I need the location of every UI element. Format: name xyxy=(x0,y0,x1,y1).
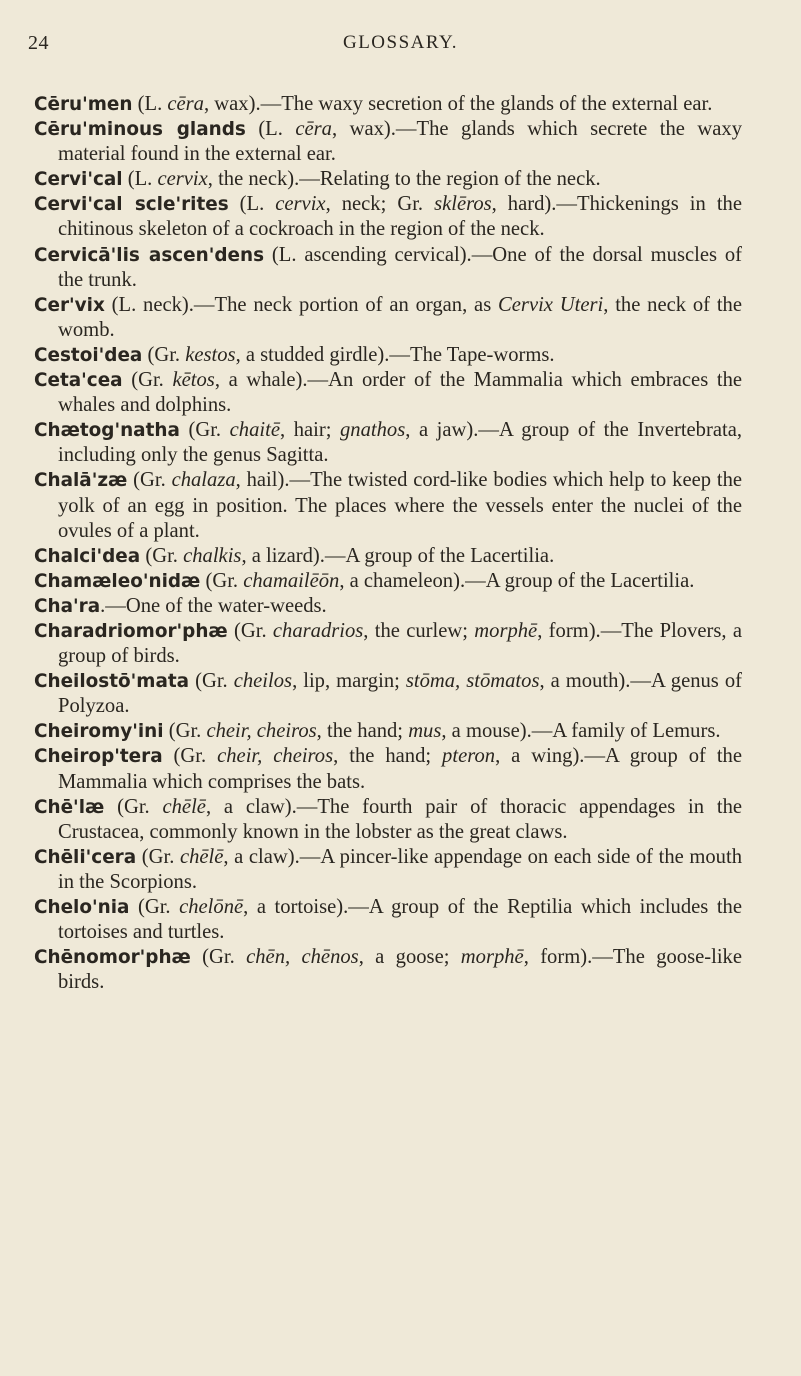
glossary-entry xyxy=(34,744,742,794)
entry-etymology: pteron xyxy=(442,745,496,768)
entry-definition: , a mouth).—A genus of Polyzoa. xyxy=(58,670,742,718)
glossary-entry xyxy=(34,845,742,895)
glossary-entry xyxy=(34,795,742,845)
entry-term: Chēnomor'phæ xyxy=(34,947,191,969)
entry-text: (Gr. xyxy=(179,419,230,442)
running-head: GLOSSARY. xyxy=(342,32,459,53)
entry-definition: , a mouse).—A family of Lemurs. xyxy=(441,720,721,743)
entry-text: (Gr. xyxy=(127,469,172,492)
entry-term: Cheirop'tera xyxy=(34,746,163,768)
entry-definition: , a studded girdle).—The Tape-worms. xyxy=(235,343,555,366)
entry-etymology: chaitē xyxy=(229,419,280,442)
entry-term: Cer'vix xyxy=(34,294,105,316)
entry-text: (Gr. xyxy=(136,845,180,868)
entry-definition: , a lizard).—A group of the Lacertilia. xyxy=(241,544,555,567)
entry-text: (Gr. xyxy=(190,946,247,969)
entry-text: , the hand; xyxy=(316,720,409,743)
entry-etymology: cheir, cheiros xyxy=(206,720,317,743)
entry-etymology: stōma, stōmatos xyxy=(405,670,540,693)
glossary-entry xyxy=(34,594,742,619)
entry-etymology: morphē xyxy=(474,619,538,642)
glossary-entry xyxy=(34,669,742,719)
entry-etymology: cervix xyxy=(275,193,326,216)
entry-term: Chalci'dea xyxy=(34,545,141,567)
entry-etymology: morphē xyxy=(460,946,524,969)
entry-term: Cervicā'lis ascen'dens xyxy=(34,244,265,266)
entry-text: (Gr. xyxy=(163,720,207,743)
entry-text: (Gr. xyxy=(189,670,234,693)
glossary-entry xyxy=(34,895,742,945)
entry-definition: , the neck).—Relating to the region of the neck. xyxy=(207,168,601,191)
entry-text: , a goose; xyxy=(358,946,461,969)
glossary-entry xyxy=(34,343,742,368)
entry-text: (L. xyxy=(132,93,168,115)
entry-text: , neck; Gr. xyxy=(325,193,435,216)
entry-text: (L. xyxy=(245,118,296,141)
entry-term: Chalā'zæ xyxy=(34,470,128,492)
entry-term: Cervi'cal xyxy=(34,169,123,191)
entry-etymology: chēn, chēnos xyxy=(246,946,359,969)
glossary-entries xyxy=(34,92,742,995)
entry-etymology: chalkis xyxy=(183,544,242,567)
entry-term: Chelo'nia xyxy=(34,897,130,918)
glossary-entry xyxy=(34,418,742,468)
entry-term: Chēli'cera xyxy=(34,846,137,868)
glossary-entry xyxy=(34,569,742,594)
entry-etymology: Cervix Uteri xyxy=(498,293,604,316)
entry-term: Cēru'men xyxy=(34,94,133,115)
entry-term: Charadriomor'phæ xyxy=(34,620,228,642)
entry-etymology: chelōnē xyxy=(179,896,244,918)
entry-etymology: charadrios xyxy=(272,619,364,642)
entry-text: , lip, margin; xyxy=(292,670,406,693)
entry-etymology: chamailēōn xyxy=(243,569,340,592)
glossary-entry xyxy=(34,368,742,418)
entry-etymology: chēlē xyxy=(162,795,206,818)
page-header xyxy=(28,32,773,62)
entry-text: (Gr. xyxy=(140,544,184,567)
entry-etymology: cēra xyxy=(295,118,332,141)
entry-text: (Gr. xyxy=(129,896,180,918)
entry-etymology: cēra xyxy=(167,93,204,115)
entry-etymology: cheir, cheiros xyxy=(217,745,334,768)
entry-text: (Gr. xyxy=(142,343,186,366)
page-number: 24 xyxy=(28,32,49,54)
entry-definition: , hail).—The twisted cord-like bodies which help to keep the yolk of an egg in position. The places where the vessels enter the nuclei of the ovules of a plant. xyxy=(58,469,743,542)
glossary-entry xyxy=(34,544,742,569)
entry-definition: , form).—The goose-like birds. xyxy=(58,946,742,994)
entry-text: (L. neck).—The neck portion of an organ, as xyxy=(104,293,499,316)
glossary-entry xyxy=(34,719,742,744)
entry-etymology: kestos xyxy=(185,343,236,366)
entry-text: (Gr. xyxy=(200,569,244,592)
entry-term: Cestoi'dea xyxy=(34,344,143,366)
glossary-entry xyxy=(34,192,742,242)
entry-etymology: chalaza xyxy=(171,469,236,492)
glossary-entry xyxy=(34,92,742,117)
entry-definition: , a claw).—The fourth pair of thoracic appendages in the Crustacea, commonly known in the lobster as the great claws. xyxy=(58,795,743,843)
entry-term: Chē'læ xyxy=(34,796,105,818)
entry-definition: , form).—The Plovers, a group of birds. xyxy=(58,619,742,668)
entry-definition: , the neck of the womb. xyxy=(58,293,742,341)
entry-definition: , a wing).—A group of the Mammalia which comprises the bats. xyxy=(58,745,742,793)
glossary-entry xyxy=(34,619,742,669)
glossary-entry xyxy=(34,945,742,995)
entry-definition: , a chameleon).—A group of the Lacertilia. xyxy=(339,569,695,592)
glossary-entry xyxy=(34,243,742,293)
entry-text: (L. xyxy=(228,193,276,216)
entry-text: (L. xyxy=(122,168,158,191)
entry-definition: (L. ascending cervical).—One of the dorsal muscles of the trunk. xyxy=(58,243,742,291)
entry-term: Cheiromy'ini xyxy=(34,721,164,743)
entry-text: (Gr. xyxy=(104,795,163,818)
entry-term: Ceta'cea xyxy=(34,370,123,392)
glossary-entry xyxy=(34,167,742,192)
entry-term: Cheilostō'mata xyxy=(34,671,190,693)
entry-etymology: mus xyxy=(408,720,442,743)
entry-definition: , wax).—The glands which secrete the waxy material found in the external ear. xyxy=(58,118,742,166)
entry-term: Cēru'minous glands xyxy=(34,119,246,141)
entry-definition: , wax).—The waxy secretion of the glands of the external ear. xyxy=(203,93,713,115)
entry-etymology: chēlē xyxy=(179,845,224,868)
entry-etymology: sklēros xyxy=(434,193,492,216)
entry-definition: , a tortoise).—A group of the Reptilia which includes the tortoises and turtles. xyxy=(58,896,742,944)
entry-text: (Gr. xyxy=(162,745,218,768)
entry-term: Chamæleo'nidæ xyxy=(34,570,201,592)
entry-definition: , a claw).—A pincer-like appendage on each side of the mouth in the Scorpions. xyxy=(58,845,742,893)
entry-term: Chætog'natha xyxy=(34,420,180,442)
glossary-entry xyxy=(34,468,742,543)
entry-etymology: cervix xyxy=(157,168,208,191)
entry-term: Cha'ra xyxy=(34,595,101,617)
entry-term: Cervi'cal scle'rites xyxy=(34,194,229,216)
entry-definition: .—One of the water-weeds. xyxy=(100,594,327,617)
entry-definition: , a jaw).—A group of the Invertebrata, including only the genus Sagitta. xyxy=(58,419,742,467)
entry-etymology: kētos xyxy=(172,369,215,392)
entry-etymology: cheilos xyxy=(233,670,293,693)
entry-text: , the hand; xyxy=(333,745,443,768)
glossary-entry xyxy=(34,117,742,167)
entry-definition: , a whale).—An order of the Mammalia which embraces the whales and dolphins. xyxy=(58,369,743,417)
entry-text: , hair; xyxy=(279,419,340,442)
entry-definition: , hard).—Thickenings in the chitinous skeleton of a cockroach in the region of the neck. xyxy=(58,193,742,241)
entry-text: (Gr. xyxy=(227,619,273,642)
entry-etymology: gnathos xyxy=(340,419,406,442)
entry-text: , the curlew; xyxy=(363,619,475,642)
glossary-entry xyxy=(34,293,742,343)
entry-text: (Gr. xyxy=(122,369,173,392)
